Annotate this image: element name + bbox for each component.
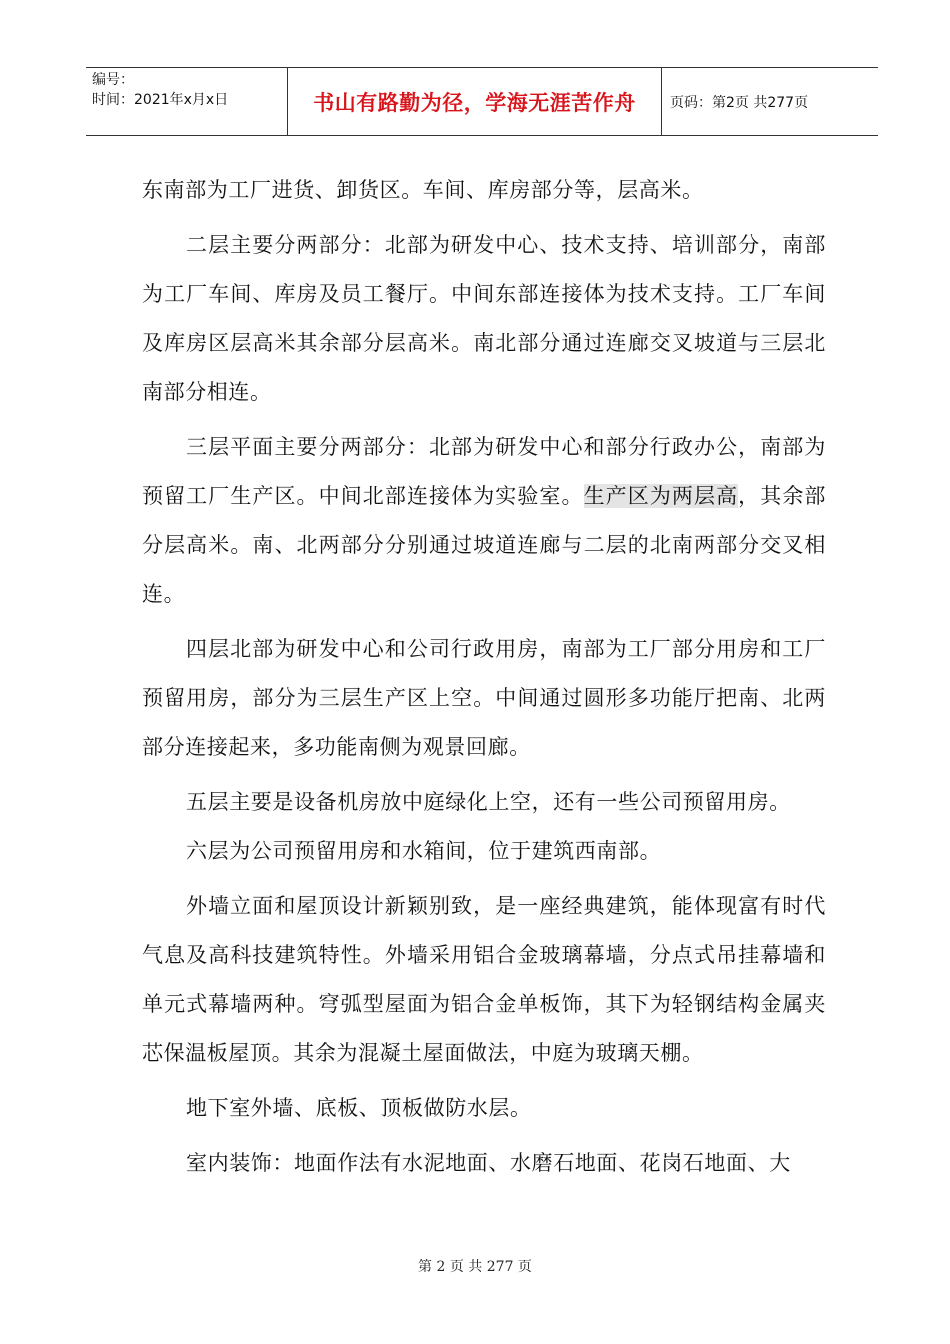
document-body bbox=[142, 166, 826, 1188]
paragraph: 外墙立面和屋顶设计新颖别致，是一座经典建筑，能体现富有时代气息及高科技建筑特性。外墙采用铝合金玻璃幕墙，分点式吊挂幕墙和单元式幕墙两种。穹弧型屋面为铝合金单板饰，其下为轻钢结构金属夹芯保温板屋顶。其余为混凝土屋面做法，中庭为玻璃天棚。 bbox=[142, 894, 826, 1065]
header-motto: 书山有路勤为径，学海无涯苦作舟 bbox=[288, 68, 662, 135]
paragraph: 四层北部为研发中心和公司行政用房，南部为工厂部分用房和工厂预留用房，部分为三层生产区上空。中间通过圆形多功能厅把南、北两部分连接起来，多功能南侧为观景回廊。 bbox=[142, 637, 826, 759]
paragraph: 地下室外墙、底板、顶板做防水层。 bbox=[186, 1096, 532, 1120]
paragraph-text: ，其余部分层高米。南、北两部分分别通过坡道连廊与二层的北南两部分交叉相连。 bbox=[142, 484, 826, 606]
paragraph: 二层主要分两部分：北部为研发中心、技术支持、培训部分，南部为工厂车间、库房及员工餐厅。中间东部连接体为技术支持。工厂车间及库房区层高米其余部分层高米。南北部分通过连廊交叉坡道与三层北南部分相连。 bbox=[142, 233, 826, 404]
paragraph-text: 三层平面主要分两部分：北部为研发中心和部分行政办公，南部为预留工厂生产区。中间北部连接体为实验室。 bbox=[142, 435, 826, 508]
time-label: 时间：2021年x月x日 bbox=[92, 92, 229, 108]
document-header bbox=[86, 67, 878, 136]
paragraph bbox=[142, 423, 826, 619]
highlighted-text: 生产区为两层高 bbox=[583, 484, 739, 508]
paragraph: 五层主要是设备机房放中庭绿化上空，还有一些公司预留用房。 bbox=[186, 790, 791, 814]
paragraph: 东南部为工厂进货、卸货区。车间、库房部分等，层高米。 bbox=[142, 178, 704, 202]
page-footer: 第 2 页 共 277 页 bbox=[418, 1259, 532, 1275]
number-label: 编号： bbox=[92, 72, 134, 88]
paragraph: 室内装饰：地面作法有水泥地面、水磨石地面、花岗石地面、大 bbox=[186, 1151, 791, 1175]
header-page-info: 页码：第2页 共277页 bbox=[670, 94, 809, 111]
paragraph: 六层为公司预留用房和水箱间，位于建筑西南部。 bbox=[186, 839, 662, 863]
header-meta bbox=[86, 68, 288, 135]
